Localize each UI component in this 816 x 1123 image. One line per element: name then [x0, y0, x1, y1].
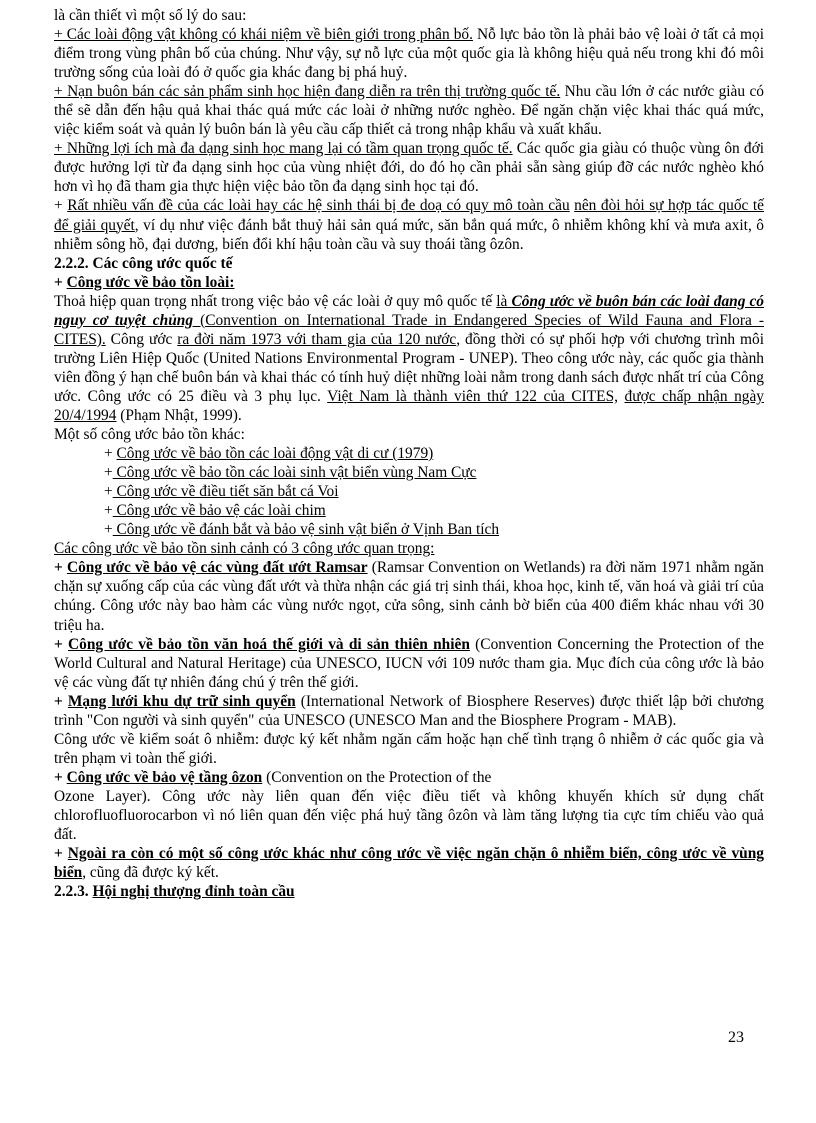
list-plus: + — [104, 445, 117, 463]
biosphere-title: Mạng lưới khu dự trữ sinh quyển — [67, 692, 296, 710]
reason-4-body: , ví dụ như việc đánh bắt thuỷ hải sản quá mức, săn bắn quá mức, ô nhiễm không khí và mưa axit, ô nhiễm sông hồ, đại dương, biến đổi khí hậu toàn cầu và suy thoái tầng ôzôn. — [54, 216, 764, 253]
species-title: Công ước về bảo tồn loài: — [66, 273, 235, 291]
ozone-title: Công ước về bảo vệ tầng ôzon — [66, 768, 263, 786]
reason-2-body: Nhu cầu lớn ở các nước giàu có thể sẽ dẫn đến hậu quả khai thác quá mức các loài ở những nước nghèo. Để ngăn chặn việc khai thác quá mức, việc kiểm soát và quản lý buôn bán là yêu cầu cấp thiết cả trong nhập khẩu và xuất khẩu. — [54, 83, 764, 139]
list-item — [54, 520, 764, 539]
list-text: Công ước về điều tiết săn bắt cá Voi — [112, 483, 339, 501]
ramsar-paragraph — [54, 558, 764, 634]
cites-u4: Việt Nam là thành viên thứ 122 của CITES, — [327, 387, 618, 405]
list-text: Công ước về đánh bắt và bảo vệ sinh vật biển ở Vịnh Ban tích — [112, 521, 500, 539]
cites-u1: là — [496, 292, 512, 310]
heading-2-2-3-number: 2.2.3. — [54, 883, 93, 901]
ozone-line1: (Convention on the Protection of the — [262, 768, 492, 786]
reason-1 — [54, 25, 764, 82]
reason-2 — [54, 82, 764, 139]
cites-paragraph — [54, 292, 764, 425]
biosphere-plus: + — [54, 692, 68, 710]
ramsar-body: (Ramsar Convention on Wetlands) ra đời năm 1971 nhằm ngăn chặn sự xuống cấp của các vùng đất ướt và thừa nhận các giá trị sinh thái, khoa học, kinh tế, văn hoá và giải trí của chúng. Công ước này bao hàm các vùng nước ngọt, cửa sông, sinh cảnh bờ biển của 400 điểm khác nhau với 30 triệu ha. — [54, 559, 765, 634]
heading-2-2-3-title: Hội nghị thượng đỉnh toàn cầu — [92, 883, 295, 901]
heritage-plus: + — [54, 635, 69, 653]
list-item — [54, 501, 764, 520]
heritage-paragraph — [54, 635, 764, 692]
others-plus: + — [54, 845, 68, 863]
cites-t5: (Phạm Nhật, 1999). — [116, 406, 242, 424]
list-text: Công ước về bảo tồn các loài động vật di cư (1979) — [116, 445, 434, 463]
reason-3-lead: + Những lợi ích mà đa dạng sinh học mang lại có tầm quan trọng quốc tế. — [54, 140, 513, 158]
cites-u2: (Convention on International Trade in Endangered Species of Wild Fauna and Flora - CITES). — [54, 311, 764, 348]
list-item — [54, 463, 764, 482]
reason-3 — [54, 139, 764, 196]
ozone-paragraph — [54, 768, 764, 787]
reason-1-body: Nỗ lực bảo tồn là phải bảo vệ loài ở tất cả mọi điểm trong vùng phân bố của chúng. Như vậy, sự nỗ lực của một quốc gia là không hiệu quả nếu trong khi đó môi trường sống của loài đó ở quốc gia khác đang bị phá huỷ. — [54, 26, 764, 82]
habitat-conventions-intro: Các công ước về bảo tồn sinh cảnh có 3 công ước quan trọng: — [54, 540, 435, 558]
reason-1-lead: + Các loài động vật không có khái niệm về biên giới trong phân bố. — [54, 26, 473, 44]
section-heading-2-2-2: 2.2.2. Các công ước quốc tế — [54, 254, 233, 272]
heritage-title: Công ước về bảo tồn văn hoá thế giới và di sản thiên nhiên — [68, 635, 470, 653]
list-plus: + — [104, 483, 113, 501]
ramsar-plus: + — [54, 559, 67, 577]
cites-t2: Công ước — [105, 330, 178, 348]
ozone-body: Ozone Layer). Công ước này liên quan đến việc điều tiết và không khuyến khích sử dụng chất chlorofluofluorocarbon vì nó liên quan đến việc phá huỷ tầng ôzôn và làm tăng lượng tia cực tím chiếu vào quả đất. — [54, 787, 764, 844]
reason-3-body: Các quốc gia giàu có thuộc vùng ôn đới được hưởng lợi từ đa dạng sinh học của vùng nhiệt đới, do đó họ cần phải sẵn sàng giúp đỡ các nước nghèo khó hơn vì họ đã tham gia thực hiện việc bảo tồn đa dạng sinh học tại đó. — [54, 140, 765, 196]
species-conventions-heading — [54, 273, 764, 292]
cites-name: Công ước về buôn bán các loài đang có nguy cơ tuyệt chủng — [54, 292, 764, 329]
cites-u3: ra đời năm 1973 với tham gia của 120 nước — [177, 330, 457, 348]
list-plus: + — [104, 521, 113, 539]
intro-line: là cần thiết vì một số lý do sau: — [54, 7, 247, 24]
reason-2-lead: + Nạn buôn bán các sản phẩm sinh học hiện đang diễn ra trên thị trường quốc tế. — [54, 83, 561, 101]
cites-t3: , đồng thời có sự phối hợp với chương trình môi trường Liên Hiệp Quốc (United Nations Environmental Program - UNEP). Theo công ước này, các quốc gia thành viên đồng ý hạn chế buôn bán và khai thác có tính huỷ diệt những loài nằm trong danh sách được nhất trí của Công ước. Công ước có 25 điều và 3 phụ lục. — [54, 330, 764, 405]
heritage-body: (Convention Concerning the Protection of the World Cultural and Natural Heritage) của UNESCO, IUCN với 109 nước tham gia. Mục đích của công ước là bảo vệ các vùng đất tự nhiên đáng chú ý trên thế giới. — [54, 635, 764, 691]
other-conventions-intro: Một số công ước bảo tồn khác: — [54, 426, 245, 444]
list-item — [54, 444, 764, 463]
reason-4-lead-2: nên đòi hỏi sự hợp tác quốc tế để giải quyết — [54, 197, 764, 234]
biosphere-body: (International Network of Biosphere Reserves) được thiết lập bởi chương trình "Con người và sinh quyển" của UNESCO (UNESCO Man and the Biosphere Program - MAB). — [54, 692, 764, 729]
others-paragraph — [54, 844, 764, 882]
ramsar-title: Công ước về bảo vệ các vùng đất ướt Ramsar — [66, 559, 368, 577]
page-number: 23 — [728, 1029, 744, 1046]
section-heading-2-2-3 — [54, 882, 764, 901]
list-text: Công ước về bảo vệ các loài chim — [112, 502, 326, 520]
reason-4-lead: Rất nhiều vấn đề của các loài hay các hệ sinh thái bị đe doạ có quy mô toàn cầu — [67, 197, 570, 215]
list-plus: + — [104, 502, 113, 520]
cites-u5: được chấp nhận ngày 20/4/1994 — [54, 387, 764, 424]
others-body: , cũng đã được ký kết. — [82, 864, 219, 882]
list-plus: + — [104, 464, 113, 482]
list-text: Công ước về bảo tồn các loài sinh vật biển vùng Nam Cực — [112, 464, 477, 482]
reason-4-plus: + — [54, 197, 68, 215]
cites-t1: Thoả hiệp quan trọng nhất trong việc bảo vệ các loài ở quy mô quốc tế — [54, 292, 497, 310]
reason-4 — [54, 196, 764, 253]
ozone-plus: + — [54, 768, 67, 786]
species-plus: + — [54, 273, 67, 291]
document-page — [54, 6, 764, 901]
biosphere-paragraph — [54, 692, 764, 730]
pollution-paragraph: Công ước về kiểm soát ô nhiễm: được ký kết nhằm ngăn cấm hoặc hạn chế tình trạng ô nhiễm ở các quốc gia và trên phạm vi toàn thế giới. — [54, 730, 764, 767]
list-item — [54, 482, 764, 501]
others-title: Ngoài ra còn có một số công ước khác như công ước về việc ngăn chặn ô nhiễm biển, công ước về vùng biển — [54, 845, 764, 882]
